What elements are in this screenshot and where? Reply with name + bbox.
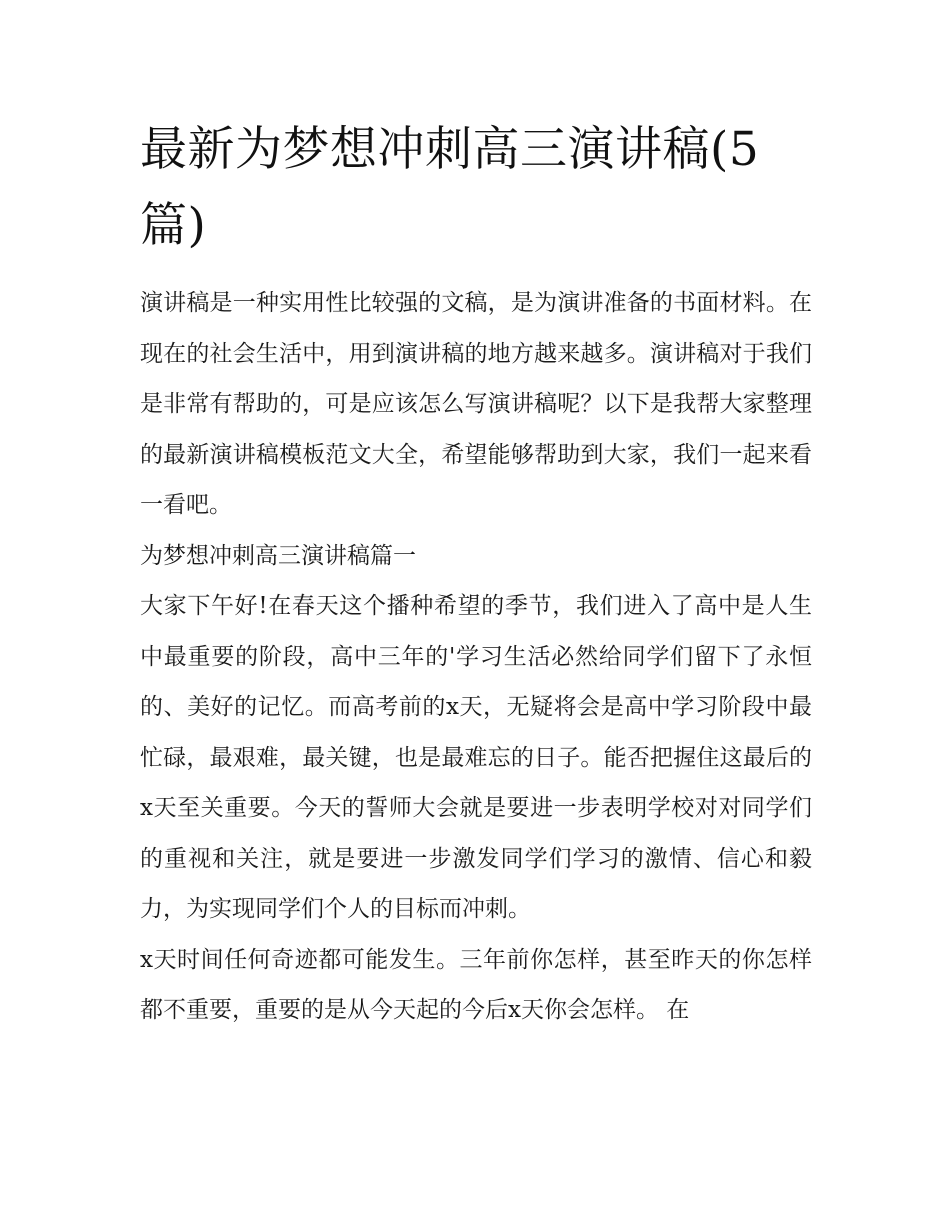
section-heading: 为梦想冲刺高三演讲稿篇一: [140, 542, 416, 569]
document-body: [140, 112, 812, 1036]
document-title: 最新为梦想冲刺高三演讲稿(5篇): [140, 122, 760, 253]
body-paragraph-1: 大家下午好!在春天这个播种希望的季节，我们进入了高中是人生中最重要的阶段，高中三年的'学习生活必然给同学们留下了永恒的、美好的记忆。而高考前的x天，无疑将会是高中学习阶段中最忙碌，最艰难，最关键，也是最难忘的日子。能否把握住这最后的x天至关重要。今天的誓师大会就是要进一步表明学校对对同学们的重视和关注，就是要进一步激发同学们学习的激情、信心和毅力，为实现同学们个人的目标而冲刺。: [140, 593, 812, 922]
intro-paragraph: 演讲稿是一种实用性比较强的文稿，是为演讲准备的书面材料。在现在的社会生活中，用到演讲稿的地方越来越多。演讲稿对于我们是非常有帮助的，可是应该怎么写演讲稿呢？以下是我帮大家整理的最新演讲稿模板范文大全，希望能够帮助到大家，我们一起来看一看吧。: [140, 290, 812, 518]
body-paragraph-2: x天时间任何奇迹都可能发生。三年前你怎样，甚至昨天的你怎样都不重要，重要的是从今天起的今后x天你会怎样。 在: [140, 946, 812, 1023]
